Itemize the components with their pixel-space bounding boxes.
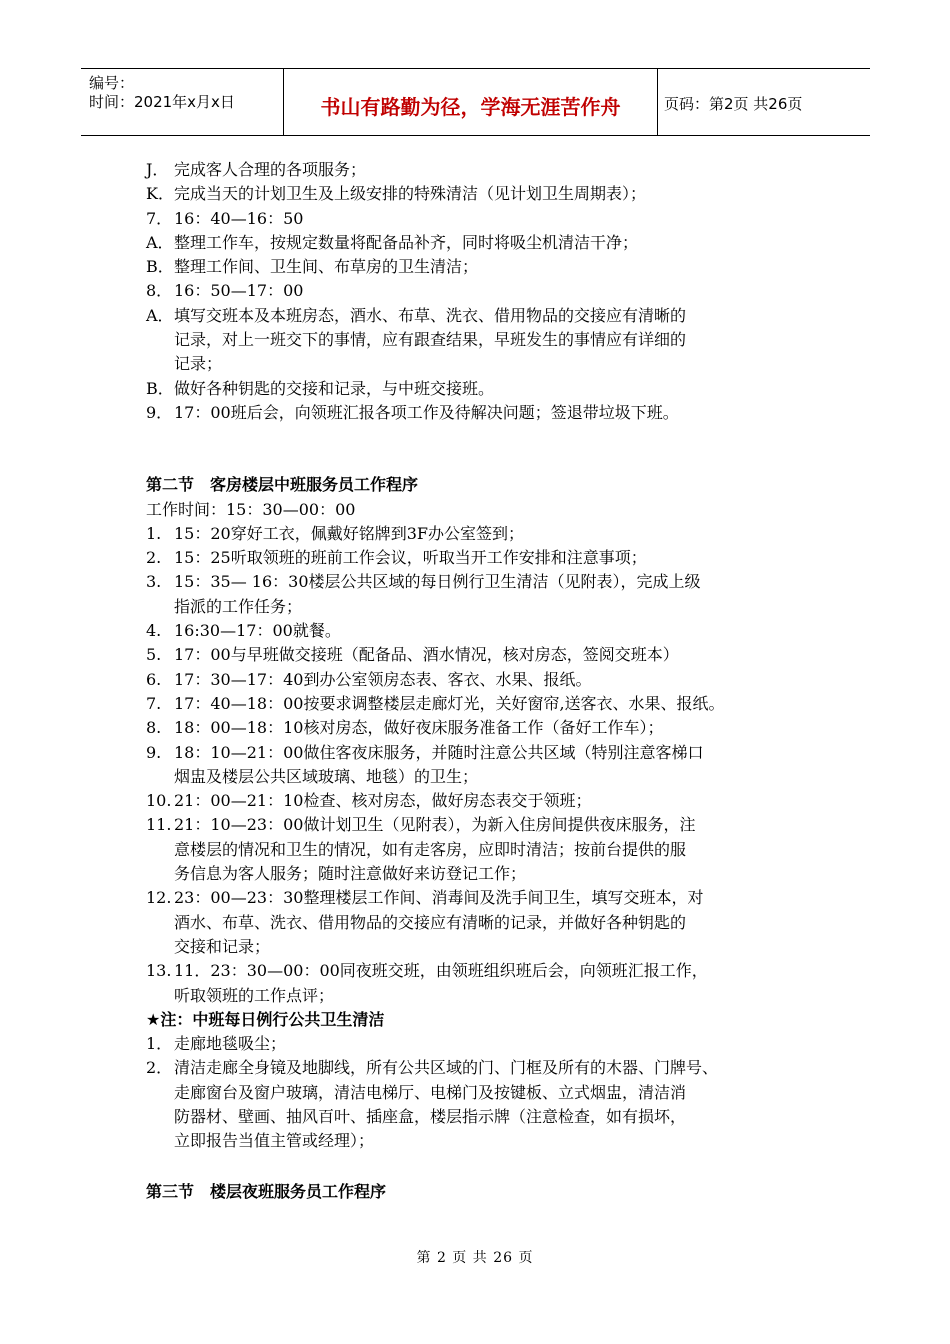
list-item: [146, 813, 826, 837]
list-item: [146, 619, 826, 643]
list-item-number: 2.: [146, 548, 162, 568]
list-item: [146, 546, 826, 570]
list-item-text: 21：10—23：00做计划卫生（见附表），为新入住房间提供夜床服务，注: [174, 815, 696, 835]
list-item-text: 17：30—17：40到办公室领房态表、客衣、水果、报纸。: [174, 669, 592, 689]
list-item-number: 9.: [146, 742, 162, 762]
list-item: [146, 207, 826, 231]
list-item-number: 11.: [146, 815, 172, 835]
list-item-text: 17：00班后会，向领班汇报各项工作及待解决问题；签退带垃圾下班。: [174, 402, 679, 422]
list-item: [146, 570, 826, 594]
list-item-continuation: 听取领班的工作点评；: [174, 985, 335, 1005]
list-item-text: 做好各种钥匙的交接和记录，与中班交接班。: [174, 378, 495, 398]
list-item: [146, 401, 826, 425]
spacer: [146, 1154, 826, 1180]
list-item: [146, 789, 826, 813]
list-item-continuation: 走廊窗台及窗户玻璃，清洁电梯厅、电梯门及按键板、立式烟盅，清洁消: [174, 1082, 687, 1102]
work-time: 工作时间：15：30—00：00: [146, 499, 356, 519]
document-body: [146, 158, 826, 1204]
header-time: 时间：2021年x月x日: [89, 93, 235, 111]
list-item-continuation: 记录，对上一班交下的事情，应有跟查结果，早班发生的事情应有详细的: [174, 330, 687, 350]
list-item-number: A．: [146, 232, 174, 252]
header-page-info: 页码：第2页 共26页: [664, 94, 803, 113]
list-item: [146, 1032, 826, 1056]
list-item-number: J．: [146, 160, 169, 179]
header-meta: [81, 69, 284, 135]
list-item-continuation: 防器材、壁画、抽风百叶、插座盒，楼层指示牌（注意检查，如有损坏，: [174, 1106, 687, 1126]
list-item-number: 1.: [146, 523, 162, 543]
list-item-text: 15：20穿好工衣，佩戴好铭牌到3F办公室签到；: [174, 523, 525, 543]
list-item-continuation: 意楼层的情况和卫生的情况，如有走客房，应即时清洁；按前台提供的服: [174, 839, 687, 859]
list-item: [146, 279, 826, 303]
list-item: [146, 182, 826, 206]
list-item-text: 清洁走廊全身镜及地脚线，所有公共区域的门、门框及所有的木器、门牌号、: [174, 1058, 719, 1078]
page-header: [81, 68, 870, 136]
list-item-text: 完成客人合理的各项服务；: [174, 160, 367, 179]
list-item-number: 13.: [146, 961, 172, 981]
list-item-number: 8．: [146, 281, 173, 301]
list-item-text: 16:30—17：00就餐。: [174, 621, 341, 641]
list-item: [146, 959, 826, 983]
list-item-number: 3.: [146, 572, 162, 592]
list-item: [146, 158, 826, 182]
list-item-continuation: 烟盅及楼层公共区域玻璃、地毯）的卫生；: [174, 766, 479, 786]
section-2-list: [146, 522, 826, 1008]
list-item-number: 4.: [146, 621, 162, 641]
list-item-continuation: 指派的工作任务；: [174, 596, 303, 616]
procedure-list-top: [146, 158, 826, 425]
list-item-number: 9．: [146, 402, 173, 422]
list-item: [146, 643, 826, 667]
header-number: 编号：: [89, 74, 135, 92]
list-item-number: 1．: [146, 1034, 173, 1054]
list-item: [146, 886, 826, 910]
list-item-text: 填写交班本及本班房态，酒水、布草、洗衣、借用物品的交接应有清晰的: [174, 305, 687, 325]
list-item-text: 21：00—21：10检查、核对房态，做好房态表交于领班；: [174, 791, 592, 811]
note-list: [146, 1032, 826, 1153]
list-item-text: 18：10—21：00做住客夜床服务，并随时注意公共区域（特别注意客梯口: [174, 742, 704, 762]
list-item-text: 23：00—23：30整理楼层工作间、消毒间及洗手间卫生，填写交班本，对: [174, 888, 704, 908]
list-item-number: 6.: [146, 669, 162, 689]
list-item: [146, 377, 826, 401]
list-item: [146, 1056, 826, 1080]
list-item-number: 7．: [146, 208, 173, 228]
list-item-number: B．: [146, 378, 174, 398]
list-item-text: 整理工作车，按规定数量将配备品补齐，同时将吸尘机清洁干净；: [174, 232, 639, 252]
list-item-number: B．: [146, 257, 174, 277]
list-item-number: 10.: [146, 791, 172, 811]
list-item-text: 走廊地毯吸尘；: [174, 1034, 287, 1054]
list-item: [146, 522, 826, 546]
list-item: [146, 255, 826, 279]
section-2-title: 第二节 客房楼层中班服务员工作程序: [146, 475, 419, 495]
list-item-continuation: 记录；: [174, 354, 223, 374]
section-3-title: 第三节 楼层夜班服务员工作程序: [146, 1181, 387, 1201]
list-item-text: 16：40—16：50: [174, 208, 304, 228]
header-motto: 书山有路勤为径，学海无涯苦作舟: [284, 69, 658, 135]
list-item-text: 17：40—18：00按要求调整楼层走廊灯光，关好窗帘,送客衣、水果、报纸。: [174, 693, 725, 713]
list-item-number: 8.: [146, 718, 162, 738]
list-item-text: 完成当天的计划卫生及上级安排的特殊清洁（见计划卫生周期表）；: [174, 184, 647, 204]
list-item-number: 7.: [146, 693, 162, 713]
list-item-number: A．: [146, 305, 174, 325]
list-item: [146, 692, 826, 716]
list-item-continuation: 酒水、布草、洗衣、借用物品的交接应有清晰的记录，并做好各种钥匙的: [174, 912, 687, 932]
list-item: [146, 668, 826, 692]
list-item-text: 17：00与早班做交接班（配备品、酒水情况，核对房态，签阅交班本）: [174, 645, 679, 665]
list-item-number: 5.: [146, 645, 162, 665]
list-item-continuation: 立即报告当值主管或经理）；: [174, 1131, 375, 1151]
list-item-text: 18：00—18：10核对房态，做好夜床服务准备工作（备好工作车）；: [174, 718, 664, 738]
list-item: [146, 304, 826, 328]
page-footer: 第 2 页 共 26 页: [416, 1250, 534, 1266]
list-item-number: 2．: [146, 1058, 173, 1078]
list-item-text: 15：25听取领班的班前工作会议，听取当开工作安排和注意事项；: [174, 548, 647, 568]
list-item: [146, 716, 826, 740]
list-item-text: 16：50—17：00: [174, 281, 304, 301]
list-item-text: 11．23：30—00：00同夜班交班，由领班组织班后会，向领班汇报工作，: [174, 961, 708, 981]
note-title: ★注：中班每日例行公共卫生清洁: [146, 1009, 385, 1029]
list-item-text: 15：35— 16：30楼层公共区域的每日例行卫生清洁（见附表），完成上级: [174, 572, 701, 592]
list-item-number: 12.: [146, 888, 172, 908]
list-item-text: 整理工作间、卫生间、布草房的卫生清洁；: [174, 257, 479, 277]
list-item-continuation: 务信息为客人服务；随时注意做好来访登记工作；: [174, 864, 527, 884]
list-item: [146, 741, 826, 765]
list-item: [146, 231, 826, 255]
list-item-continuation: 交接和记录；: [174, 936, 271, 956]
spacer: [146, 425, 826, 473]
list-item-number: K．: [146, 184, 174, 204]
